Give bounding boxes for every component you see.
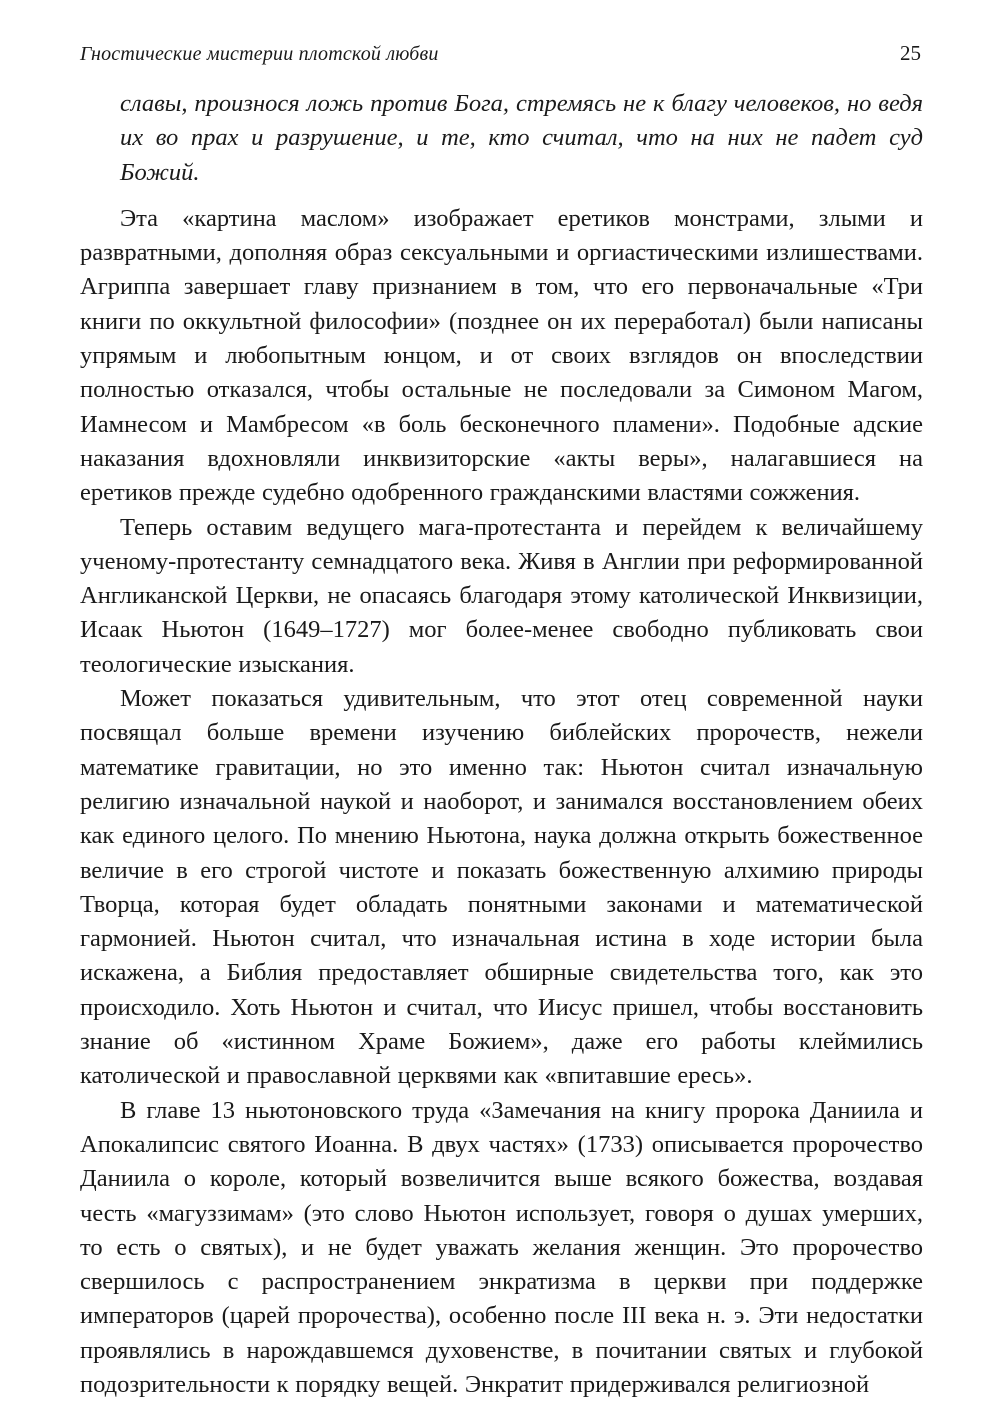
paragraph: Теперь оставим ведущего мага-протестанта и перейдем к величайшему ученому-протестанту семнадцатого века. Живя в Англии при реформированной Англиканской Церкви, не опасаясь благодаря этому католической Инквизиции, Исаак Ньютон (1649–1727) мог более-менее свободно публиковать свои теологические изыскания. bbox=[80, 513, 923, 678]
running-title: Гностические мистерии плотской любви bbox=[80, 43, 439, 65]
body-text bbox=[80, 87, 923, 1402]
paragraph: В главе 13 ньютоновского труда «Замечания на книгу пророка Даниила и Апокалипсис святого Иоанна. В двух частях» (1733) описывается пророчество Даниила о короле, который возвеличится выше всякого божества, воздавая честь «магуззимам» (это слово Ньютон использует, говоря о душах умерших, то есть о святых), и не будет уважать желания женщин. Это пророчество свершилось с распространением энкратизма в церкви при поддержке императоров (царей пророчества), особенно после III века н. э. Эти недостатки проявлялись в нарождавшемся духовенстве, в почитании святых и глубокой подозрительности к порядку вещей. Энкратит придерживался религиозной bbox=[80, 1096, 923, 1398]
book-page bbox=[80, 0, 923, 1424]
paragraph: Может показаться удивительным, что этот отец современной науки посвящал больше времени изучению библейских пророчеств, нежели математике гравитации, но это именно так: Ньютон считал изначальную религию изначальной наукой и наоборот, и занимался восстановлением обеих как единого целого. По мнению Ньютона, наука должна открыть божественное величие в его строгой чистоте и показать божественную алхимию природы Творца, которая будет обладать понятными законами и математической гармонией. Ньютон считал, что изначальная истина в ходе истории была искажена, а Библия предоставляет обширные свидетельства того, как это происходило. Хоть Ньютон и считал, что Иисус пришел, чтобы восстановить знание об «истинном Храме Божием», даже его работы клеймились католической и православной церквями как «впитавшие ересь». bbox=[80, 685, 923, 1090]
page-number: 25 bbox=[900, 41, 921, 65]
running-header bbox=[80, 41, 923, 75]
paragraph: Эта «картина маслом» изображает еретиков монстрами, злыми и развратными, дополняя образ сексуальными и оргиастическими излишествами. Агриппа завершает главу признанием в том, что его первоначальные «Три книги по оккультной философии» (позднее он их переработал) были написаны упрямым и любопытным юнцом, и от своих взглядов он впоследствии полностью отказался, чтобы остальные не последовали за Симоном Магом, Иамнесом и Мамбресом «в боль бесконечного пламени». Подобные адские наказания вдохновляли инквизиторские «акты веры», налагавшиеся на еретиков прежде судебно одобренного гражданскими властями сожжения. bbox=[80, 204, 923, 507]
quote-continuation: славы, произнося ложь против Бога, стремясь не к благу человеков, но ведя их во прах и разрушение, и те, кто считал, что на них не падет суд Божий. bbox=[120, 90, 923, 186]
